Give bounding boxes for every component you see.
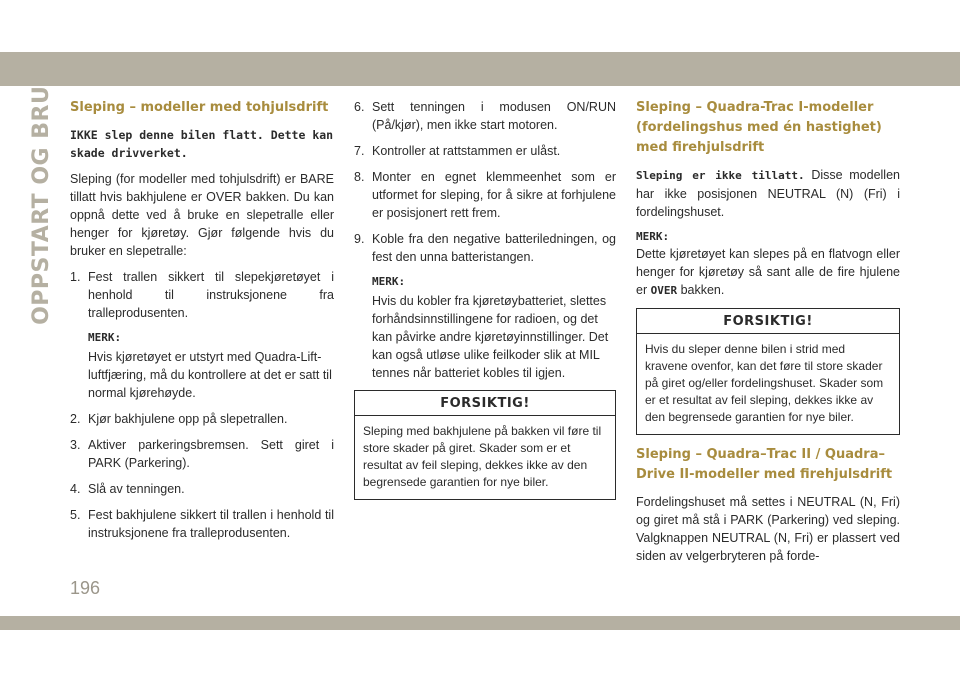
footer-band [0, 616, 960, 630]
list-item: 3. Aktiver parkeringsbremsen. Sett giret i PARK (Parkering). [70, 438, 334, 470]
note-battery [372, 274, 616, 382]
body-paragraph: Fordelingshuset må settes i NEUTRAL (N, Fri) og giret må stå i PARK (Parkering) ved sleping. Valgknappen NEUTRAL (N, Fri) er plassert ved siden av velgerbryteren på forde- [636, 495, 900, 563]
caution-title: FORSIKTIG! [637, 309, 899, 334]
section-side-tab [27, 67, 55, 325]
note-text-after: bakken. [680, 283, 725, 297]
column-2 [354, 98, 616, 500]
heading-quadra-trac-2: Sleping – Quadra–Trac II / Quadra–Drive II-modeller med firehjulsdrift [636, 447, 893, 482]
intro-paragraph: Sleping (for modeller med tohjulsdrift) er BARE tillatt hvis bakhjulene er OVER bakken. Du kan oppnå dette ved å bruke en slepetralle eller henger for kjøretøy. Gjør følgende hvis du bruker en slepetralle: [70, 172, 334, 258]
note-text-bold: OVER [650, 284, 678, 297]
list-item: 5. Fest bakhjulene sikkert til trallen i henhold til instruksjonene fra tralleprodusenten. [70, 508, 334, 540]
section-side-tab-label: OPPSTART OG BRUK [28, 67, 54, 325]
page-number: 196 [70, 578, 101, 598]
list-item: 6. Sett tenningen i modusen ON/RUN (På/kjør), men ikke start motoren. [354, 100, 616, 132]
note-label: MERK: [636, 230, 670, 243]
lead-text: Disse modellen har ikke posisjonen NEUTRAL (N) (Fri) i fordelingshuset. [636, 168, 900, 219]
steps-list-1 [70, 268, 334, 322]
caution-title: FORSIKTIG! [355, 391, 615, 416]
column-1 [70, 98, 334, 550]
column-3 [636, 98, 900, 573]
lead-bold: Sleping er ikke tillatt. [636, 169, 805, 182]
caution-text: Sleping med bakhjulene på bakken vil føre til store skader på giret. Skader som er et resultat av feil sleping, dekkes ikke av den begrensede garantien for nye biler. [363, 424, 602, 489]
note-label: MERK: [88, 331, 122, 344]
list-item: 2. Kjør bakhjulene opp på slepetrallen. [70, 412, 288, 426]
caution-box [354, 390, 616, 500]
list-item: 1. Fest trallen sikkert til slepekjøretøyet i henhold til instruksjonene fra tralleprodusenten. [70, 270, 334, 320]
heading-quadra-trac-1: Sleping – Quadra-Trac I-modeller (fordelingshus med én hastighet) med firehjulsdrift [636, 100, 882, 155]
note-text: Hvis du kobler fra kjøretøybatteriet, slettes forhåndsinnstillingene for radioen, og det kan påvirke andre kjøretøyinnstillinger. Det kan også utløse ulike feilkoder slik at MIL tennes når batteriet kobles til igjen. [372, 294, 609, 380]
header-band [0, 52, 960, 86]
caution-text: Hvis du sleper denne bilen i strid med kravene ovenfor, kan det føre til store skader på giret og/eller fordelingshuset. Skader som er et resultat av feil sleping, dekkes ikke av den begrensede garantien for nye biler. [645, 342, 884, 424]
caution-box [636, 308, 900, 435]
note-text: Hvis kjøretøyet er utstyrt med Quadra-Lift-luftfjæring, må du kontrollere at det er satt til normal kjørehøyde. [88, 350, 332, 400]
warning-text: IKKE slep denne bilen flatt. Dette kan skade drivverket. [70, 128, 334, 160]
note-text-before: Dette kjøretøyet kan slepes på en flatvogn eller henger for kjøretøy så sant alle de fire hjulene er [636, 247, 900, 297]
list-item: 7. Kontroller at rattstammen er ulåst. [354, 144, 561, 158]
steps-list-3 [354, 98, 616, 266]
note-label: MERK: [372, 275, 406, 288]
list-item: 8. Monter en egnet klemmeenhet som er utformet for sleping, for å sikre at forhjulene er posisjonert rett frem. [354, 170, 616, 220]
note-quadra-lift [88, 330, 334, 402]
list-item: 9. Koble fra den negative batteriledningen, og fest den unna batteristangen. [354, 232, 616, 264]
note-flatbed [636, 229, 900, 300]
heading-two-wheel-drive: Sleping – modeller med tohjulsdrift [70, 100, 329, 115]
list-item: 4. Slå av tenningen. [70, 482, 185, 496]
steps-list-2 [70, 410, 334, 542]
lead-paragraph [636, 166, 900, 221]
